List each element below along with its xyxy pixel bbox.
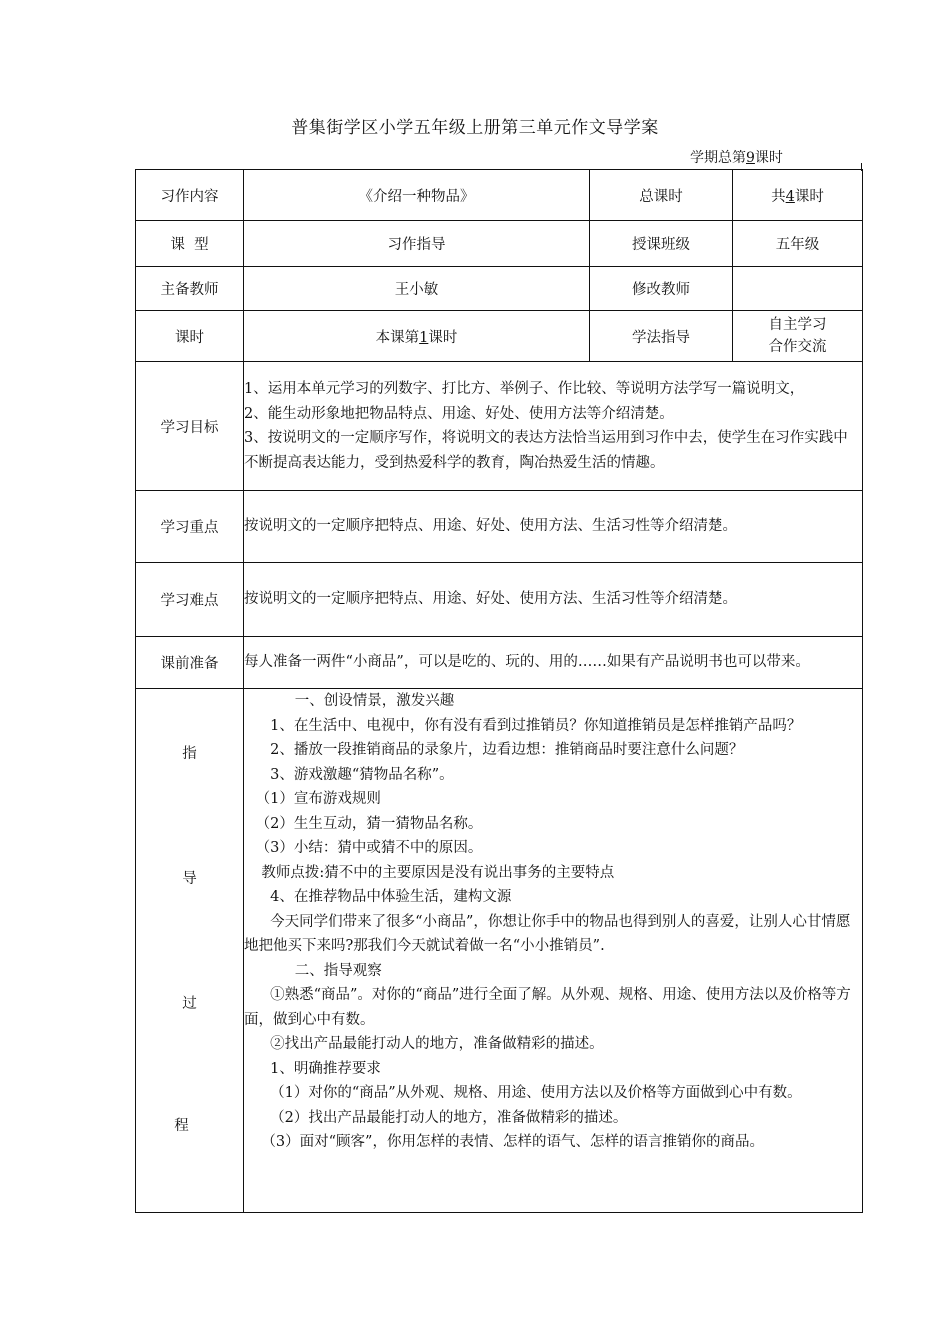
label-lesson-type: 课 型 bbox=[136, 221, 244, 267]
total-suffix: 课时 bbox=[794, 188, 824, 205]
label-process bbox=[136, 689, 244, 1213]
goal-item: 1、运用本单元学习的列数字、打比方、举例子、作比较、等说明方法学写一篇说明文， bbox=[244, 381, 805, 397]
process-line: （2）找出产品最能打动人的地方，准备做精彩的描述。 bbox=[270, 1109, 628, 1126]
goal-item: 2、能生动形象地把物品特点、用途、好处、使用方法等介绍清楚。 bbox=[244, 405, 674, 422]
process-label-char: 程 bbox=[174, 1118, 189, 1134]
process-label-char: 导 bbox=[182, 871, 197, 887]
period-suffix-cell: 课时 bbox=[428, 329, 458, 346]
process-line: （2）生生互动，猜一猜物品名称。 bbox=[255, 815, 483, 832]
goal-item: 3、按说明文的一定顺序写作，将说明文的表达方法恰当运用到习作中去，使学生在习作实践中不断提高表达能力，受到热爱科学的教育，陶冶热爱生活的情趣。 bbox=[244, 430, 848, 471]
goals-content bbox=[244, 362, 863, 491]
table-row bbox=[136, 491, 863, 563]
period-number-cell: 1 bbox=[419, 329, 429, 346]
table-row bbox=[136, 311, 863, 362]
label-period: 课时 bbox=[136, 311, 244, 362]
lesson-plan-table bbox=[135, 169, 863, 1213]
period-suffix: 课时 bbox=[754, 150, 783, 166]
table-row bbox=[136, 362, 863, 491]
document-title: 普集街学区小学五年级上册第三单元作文导学案 bbox=[291, 118, 659, 138]
process-content bbox=[244, 689, 863, 1213]
label-difficulty: 学习难点 bbox=[136, 563, 244, 637]
label-preparation: 课前准备 bbox=[136, 637, 244, 689]
difficulty-content: 按说明文的一定顺序把特点、用途、好处、使用方法、生活习性等介绍清楚。 bbox=[244, 563, 863, 637]
process-line: （1）对你的“商品”从外观、规格、用途、使用方法以及价格等方面做到心中有数。 bbox=[270, 1085, 802, 1101]
value-total-periods bbox=[733, 170, 863, 221]
total-prefix: 共 bbox=[771, 188, 786, 205]
label-method: 学法指导 bbox=[590, 311, 733, 362]
method-line-1: 自主学习 bbox=[768, 317, 827, 333]
process-line: （3）小结：猜中或猜不中的原因。 bbox=[255, 840, 483, 856]
label-goals: 学习目标 bbox=[136, 362, 244, 491]
value-content: 《介绍一种物品》 bbox=[244, 170, 590, 221]
value-method bbox=[733, 311, 863, 362]
table-row bbox=[136, 221, 863, 267]
label-class: 授课班级 bbox=[590, 221, 733, 267]
process-line: 1、在生活中、电视中，你有没有看到过推销员？你知道推销员是怎样推销产品吗？ bbox=[270, 717, 802, 734]
period-prefix: 学期总第 bbox=[690, 150, 746, 166]
method-line-2: 合作交流 bbox=[768, 339, 827, 355]
process-line: 3、游戏激趣“猜物品名称”。 bbox=[270, 766, 454, 783]
process-line: 二、指导观察 bbox=[294, 962, 382, 979]
table-row bbox=[136, 170, 863, 221]
process-line: （3）面对“顾客”，你用怎样的表情、怎样的语气、怎样的语言推销你的商品。 bbox=[261, 1134, 764, 1150]
table-row bbox=[136, 563, 863, 637]
period-number: 9 bbox=[746, 150, 755, 166]
label-total-periods: 总课时 bbox=[590, 170, 733, 221]
process-line: 一、创设情景，激发兴趣 bbox=[294, 693, 455, 709]
label-lead-teacher: 主备教师 bbox=[136, 267, 244, 311]
value-class: 五年级 bbox=[733, 221, 863, 267]
key-point-content: 按说明文的一定顺序把特点、用途、好处、使用方法、生活习性等介绍清楚。 bbox=[244, 491, 863, 563]
table-row bbox=[136, 689, 863, 1213]
table-row bbox=[136, 267, 863, 311]
label-revise-teacher: 修改教师 bbox=[590, 267, 733, 311]
process-line: 4、在推荐物品中体验生活，建构文源 bbox=[270, 889, 512, 905]
value-lead-teacher: 王小敏 bbox=[244, 267, 590, 311]
value-period bbox=[244, 311, 590, 362]
process-line: ②找出产品最能打动人的地方，准备做精彩的描述。 bbox=[270, 1036, 604, 1052]
table-row bbox=[136, 637, 863, 689]
process-line: 2、播放一段推销商品的录象片，边看边想：推销商品时要注意什么问题？ bbox=[270, 742, 744, 758]
process-line: （1）宣布游戏规则 bbox=[255, 791, 381, 807]
label-content: 习作内容 bbox=[136, 170, 244, 221]
process-label-char: 过 bbox=[182, 996, 197, 1012]
period-count bbox=[690, 147, 783, 167]
process-label-char: 指 bbox=[182, 746, 197, 762]
process-line: 今天同学们带来了很多“小商品”，你想让你手中的物品也得到别人的喜爱，让别人心甘情愿地把他买下来吗?那我们今天就试着做一名“小小推销员”. bbox=[244, 913, 851, 954]
value-lesson-type: 习作指导 bbox=[244, 221, 590, 267]
process-line: 1、明确推荐要求 bbox=[270, 1060, 381, 1077]
value-revise-teacher bbox=[733, 267, 863, 311]
preparation-content: 每人准备一两件“小商品”，可以是吃的、玩的、用的……如果有产品说明书也可以带来。 bbox=[244, 637, 863, 689]
process-line: ①熟悉“商品”。对你的“商品”进行全面了解。从外观、规格、用途、使用方法以及价格等方面，做到心中有数。 bbox=[244, 987, 851, 1028]
label-key-point: 学习重点 bbox=[136, 491, 244, 563]
total-number: 4 bbox=[785, 188, 795, 205]
period-prefix-cell: 本课第 bbox=[375, 329, 420, 346]
process-line: 教师点拨:猜不中的主要原因是没有说出事务的主要特点 bbox=[261, 864, 615, 881]
